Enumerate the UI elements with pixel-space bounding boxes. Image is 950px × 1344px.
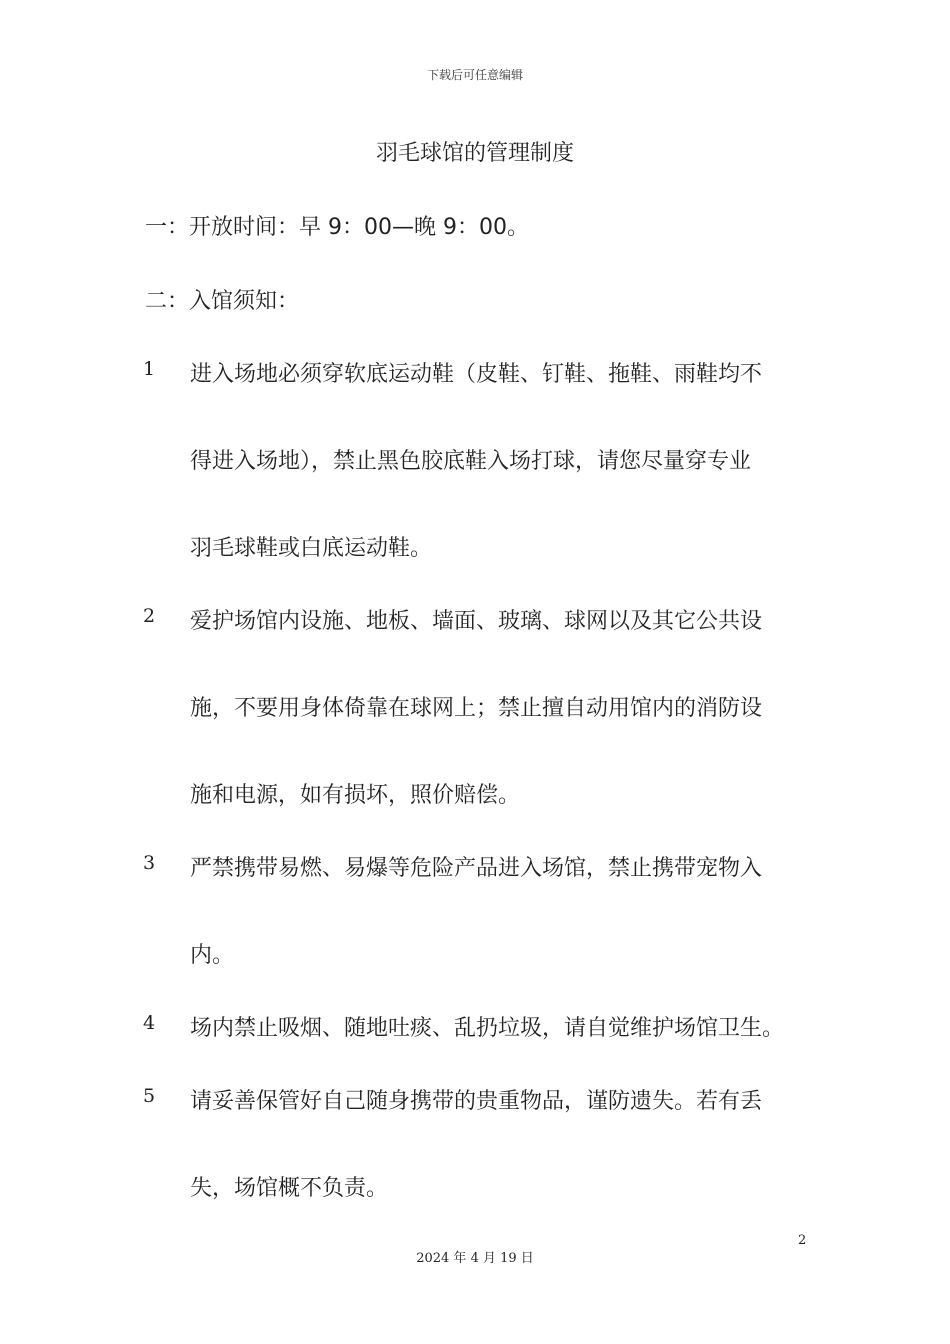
rule-line: 爱护场馆内设施、地板、墙面、玻璃、球网以及其它公共设 [190, 609, 763, 634]
rule-line: 施，不要用身体倚靠在球网上；禁止擅自动用馆内的消防设 [190, 696, 763, 721]
rule-line: 失，场馆概不负责。 [190, 1176, 389, 1201]
rule-line: 施和电源，如有损坏，照价赔偿。 [190, 783, 521, 808]
footer-date: 2024 年 4 月 19 日 [416, 1251, 534, 1266]
document-title: 羽毛球馆的管理制度 [375, 141, 574, 166]
rule-number: 5 [143, 1085, 156, 1107]
rule-number: 4 [143, 1012, 156, 1034]
section-opening-hours: 一：开放时间：早 9：00—晚 9：00。 [145, 215, 529, 240]
rule-line: 场内禁止吸烟、随地吐痰、乱扔垃圾，请自觉维护场馆卫生。 [190, 1016, 785, 1041]
rule-line: 羽毛球鞋或白底运动鞋。 [190, 536, 433, 561]
rule-line: 严禁携带易燃、易爆等危险产品进入场馆，禁止携带宠物入 [190, 856, 763, 881]
rule-line: 得进入场地），禁止黑色胶底鞋入场打球，请您尽量穿专业 [190, 449, 752, 474]
rule-line: 请妥善保管好自己随身携带的贵重物品，谨防遗失。若有丢 [190, 1089, 763, 1114]
rule-number: 1 [143, 358, 156, 380]
header-note: 下载后可任意编辑 [426, 68, 523, 82]
section-entry-rules-heading: 二：入馆须知： [145, 289, 300, 314]
rule-number: 2 [143, 605, 156, 627]
page-number: 2 [798, 1233, 807, 1248]
rule-line: 内。 [190, 943, 235, 968]
rule-line: 进入场地必须穿软底运动鞋（皮鞋、钉鞋、拖鞋、雨鞋均不 [190, 362, 763, 387]
rule-number: 3 [143, 852, 156, 874]
